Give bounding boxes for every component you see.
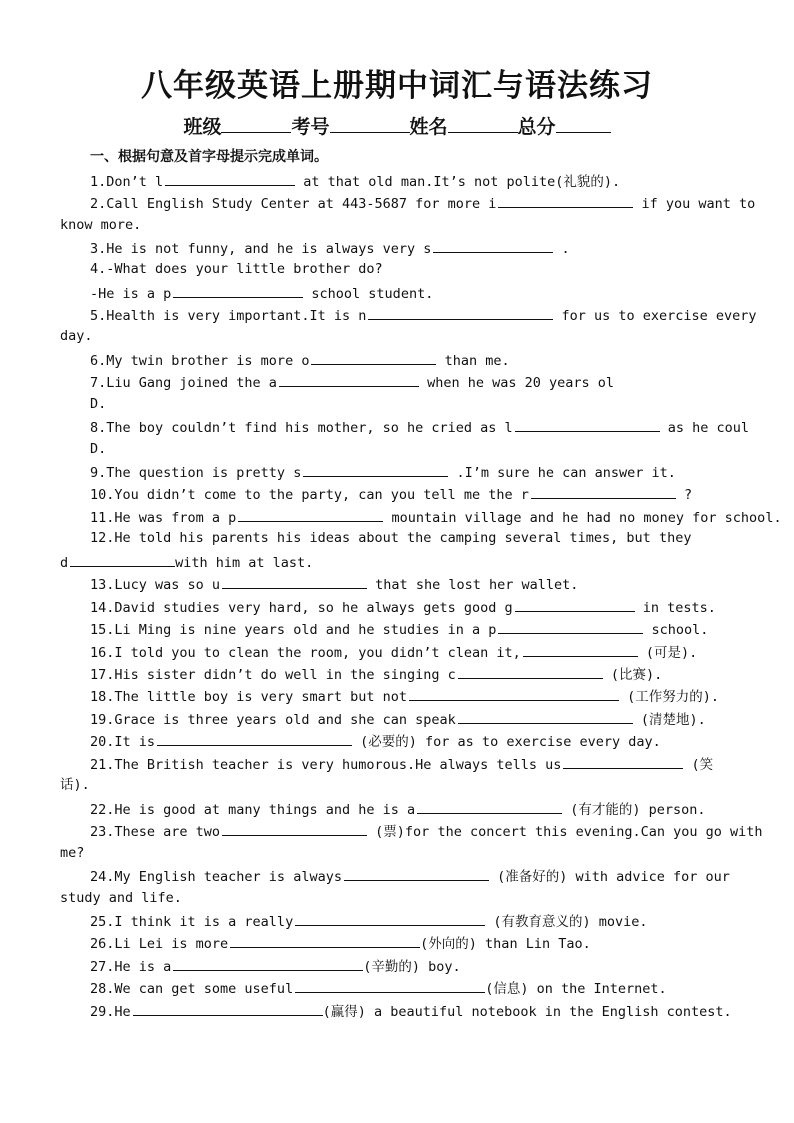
name-blank: [448, 114, 518, 133]
answer-blank[interactable]: [515, 597, 635, 612]
exercise-line: [60, 844, 794, 862]
line-text-after: (工作努力的).: [618, 689, 719, 705]
exercise-line: [90, 417, 794, 437]
exam-no-blank: [330, 114, 410, 133]
line-text: 12.He told his parents his ideas about the camping several times, but they: [90, 530, 692, 546]
exercise-line: [60, 327, 794, 345]
line-text: day.: [60, 328, 93, 344]
line-text-after: ?: [675, 487, 693, 503]
exercise-line: [90, 709, 794, 729]
line-text-after: than me.: [436, 353, 510, 369]
answer-blank[interactable]: [523, 642, 638, 657]
line-text: 9.The question is pretty s: [90, 465, 302, 481]
answer-blank[interactable]: [498, 193, 633, 208]
line-text: D.: [90, 441, 107, 457]
answer-blank[interactable]: [311, 350, 436, 365]
line-text: 16.I told you to clean the room, you didn’t clean it,: [90, 645, 521, 661]
line-text-after: at that old man.It’s not polite(礼貌的).: [295, 174, 621, 190]
answer-blank[interactable]: [303, 462, 448, 477]
line-text: 28.We can get some useful: [90, 981, 294, 997]
answer-blank[interactable]: [417, 799, 562, 814]
answer-blank[interactable]: [433, 238, 553, 253]
line-text: 23.These are two: [90, 824, 221, 840]
answer-blank[interactable]: [295, 911, 485, 926]
exercise-line: [90, 933, 794, 953]
line-text: 2.Call English Study Center at 443-5687 for more i: [90, 196, 497, 212]
exercise-line: [90, 529, 794, 547]
exercise-line: [90, 507, 794, 527]
line-text-after: in tests.: [634, 600, 716, 616]
line-text: 10.You didn’t come to the party, can you tell me the r: [90, 487, 529, 503]
score-blank: [556, 114, 611, 133]
line-text-after: mountain village and he had no money for school.: [383, 510, 782, 526]
line-text-after: (外向的) than Lin Tao.: [420, 936, 591, 952]
exercise-line: [90, 171, 794, 191]
exercise-line: [90, 642, 794, 662]
answer-blank[interactable]: [531, 484, 676, 499]
exercise-line: [90, 193, 794, 213]
answer-blank[interactable]: [409, 686, 619, 701]
answer-blank[interactable]: [230, 933, 420, 948]
line-text: 27.He is a: [90, 959, 172, 975]
exercise-line: [90, 372, 794, 392]
line-text: 7.Liu Gang joined the a: [90, 375, 277, 391]
student-info-row: [0, 112, 794, 139]
answer-blank[interactable]: [70, 552, 175, 567]
answer-blank[interactable]: [458, 709, 633, 724]
line-text-after: (有才能的) person.: [562, 802, 706, 818]
line-text-after: (必要的) for as to exercise every day.: [352, 734, 661, 750]
exercise-line: [90, 1001, 794, 1021]
line-text: D.: [90, 396, 107, 412]
line-text-after: if you want to: [633, 196, 756, 212]
answer-blank[interactable]: [458, 664, 603, 679]
line-text: 25.I think it is a really: [90, 914, 294, 930]
line-text: 26.Li Lei is more: [90, 936, 229, 952]
line-text: 13.Lucy was so u: [90, 577, 221, 593]
line-text: me?: [60, 845, 85, 861]
answer-blank[interactable]: [498, 619, 643, 634]
answer-blank[interactable]: [368, 305, 553, 320]
line-text: 14.David studies very hard, so he always gets good g: [90, 600, 513, 616]
answer-blank[interactable]: [173, 956, 363, 971]
line-text-after: (有教育意义的) movie.: [485, 914, 648, 930]
line-text: 5.Health is very important.It is n: [90, 308, 367, 324]
answer-blank[interactable]: [173, 283, 303, 298]
exercise-line: [90, 664, 794, 684]
line-text: 11.He was from a p: [90, 510, 237, 526]
answer-blank[interactable]: [515, 417, 660, 432]
line-text-after: (信息) on the Internet.: [485, 981, 667, 997]
exercise-line: [90, 305, 794, 325]
line-text: 21.The British teacher is very humorous.He always tells us: [90, 757, 562, 773]
exercise-line: [90, 484, 794, 504]
line-text: d: [60, 555, 69, 571]
exercise-line: [90, 597, 794, 617]
line-text: 22.He is good at many things and he is a: [90, 802, 416, 818]
line-text: 8.The boy couldn’t find his mother, so he cried as l: [90, 420, 513, 436]
exercise-line: [90, 574, 794, 594]
exercise-line: [90, 462, 794, 482]
exercise-line: [60, 776, 794, 794]
line-text-after: .I’m sure he can answer it.: [448, 465, 676, 481]
exercise-line: [90, 395, 794, 413]
exercise-line: [60, 216, 794, 234]
line-text-after: .: [553, 241, 570, 257]
name-label: 姓名: [409, 116, 448, 138]
line-text-after: with him at last.: [175, 555, 314, 571]
class-label: 班级: [183, 116, 222, 138]
class-blank: [221, 114, 291, 133]
answer-blank[interactable]: [563, 754, 683, 769]
answer-blank[interactable]: [222, 821, 367, 836]
line-text-after: (辛勤的) boy.: [363, 959, 461, 975]
exercise-line: [90, 238, 794, 258]
page-title: 八年级英语上册期中词汇与语法练习: [141, 68, 653, 104]
answer-blank[interactable]: [133, 1001, 323, 1016]
score-label: 总分: [517, 116, 556, 138]
exercise-line: [90, 799, 794, 819]
exercise-line: [90, 866, 794, 886]
exercise-line: [90, 911, 794, 931]
line-text-after: for us to exercise every: [553, 308, 757, 324]
line-text: study and life.: [60, 890, 182, 906]
line-text: 17.His sister didn’t do well in the singing c: [90, 667, 456, 683]
exercise-line: [90, 619, 794, 639]
exam-no-label: 考号: [291, 116, 330, 138]
exercise-line: [90, 260, 794, 278]
answer-blank[interactable]: [295, 978, 485, 993]
line-text-after: as he coul: [659, 420, 750, 436]
exercise-line: [60, 889, 794, 907]
line-text-after: (赢得) a beautiful notebook in the English contest.: [322, 1004, 732, 1020]
answer-blank[interactable]: [279, 372, 419, 387]
exercise-line: [90, 821, 794, 841]
line-text: know more.: [60, 217, 142, 233]
answer-blank[interactable]: [344, 866, 489, 881]
line-text: -He is a p: [90, 286, 172, 302]
line-text-after: (清楚地).: [632, 712, 706, 728]
line-text: 3.He is not funny, and he is always very s: [90, 241, 432, 257]
line-text-after: (准备好的) with advice for our: [488, 869, 730, 885]
line-text-after: school.: [643, 622, 709, 638]
section-heading: 一、根据句意及首字母提示完成单词。: [90, 149, 328, 165]
line-text: 24.My English teacher is always: [90, 869, 342, 885]
answer-blank[interactable]: [238, 507, 383, 522]
answer-blank[interactable]: [222, 574, 367, 589]
line-text-after: (可是).: [637, 645, 698, 661]
line-text: 18.The little boy is very smart but not: [90, 689, 407, 705]
line-text-after: school student.: [303, 286, 434, 302]
line-text: 6.My twin brother is more o: [90, 353, 310, 369]
line-text: 15.Li Ming is nine years old and he studies in a p: [90, 622, 497, 638]
line-text-after: (比赛).: [602, 667, 663, 683]
exercise-line: [60, 552, 794, 572]
line-text-after: (笑: [683, 757, 714, 773]
exercise-line: [90, 956, 794, 976]
exercise-line: [90, 686, 794, 706]
line-text-after: that she lost her wallet.: [367, 577, 579, 593]
line-text: 1.Don’t l: [90, 174, 164, 190]
answer-blank[interactable]: [165, 171, 295, 186]
line-text: 19.Grace is three years old and she can speak: [90, 712, 456, 728]
line-text: 20.It is: [90, 734, 156, 750]
line-text-after: (票)for the concert this evening.Can you go with: [367, 824, 763, 840]
answer-blank[interactable]: [157, 731, 352, 746]
exercise-line: [90, 440, 794, 458]
exercise-line: [90, 731, 794, 751]
line-text: 4.-What does your little brother do?: [90, 261, 383, 277]
line-text-after: when he was 20 years ol: [418, 375, 615, 391]
line-text: 话).: [60, 777, 90, 793]
exercise-line: [90, 283, 794, 303]
exercise-line: [90, 350, 794, 370]
line-text: 29.He: [90, 1004, 131, 1020]
exercise-line: [90, 754, 794, 774]
exercise-line: [90, 978, 794, 998]
